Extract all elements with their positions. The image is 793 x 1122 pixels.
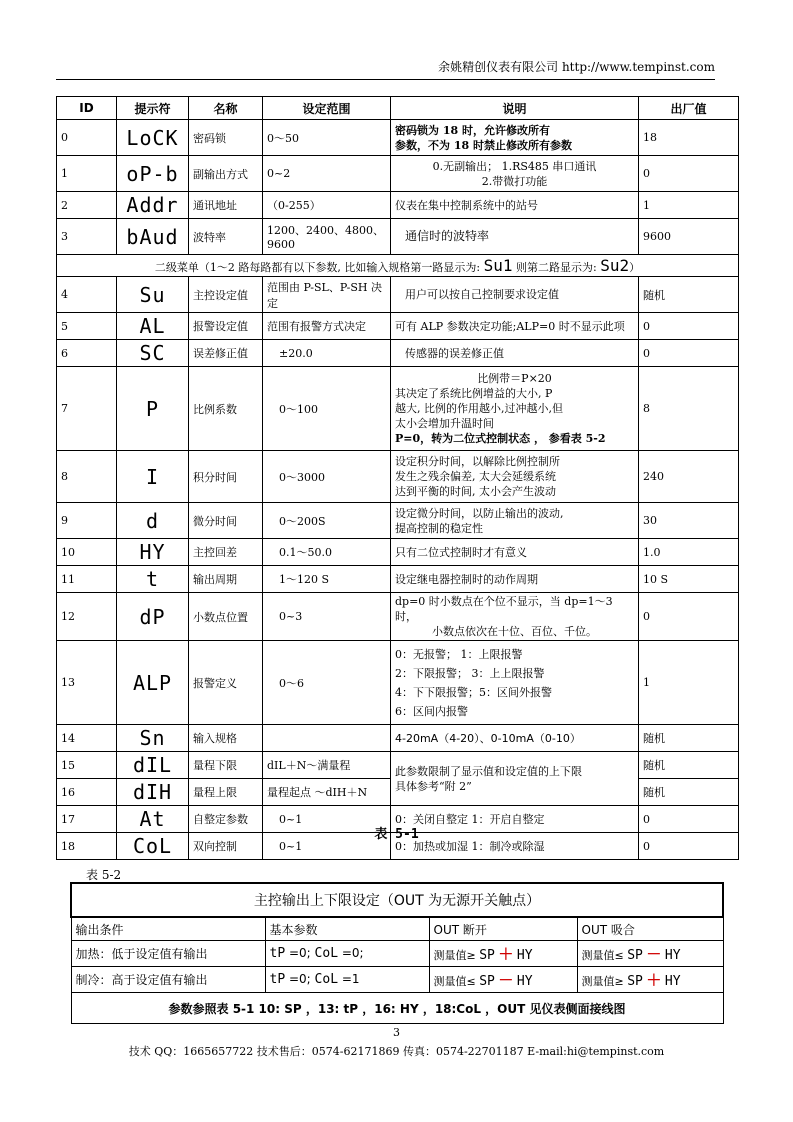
- param-default: 0: [639, 340, 739, 367]
- table-row: [57, 156, 739, 192]
- param-default: 0: [639, 833, 739, 860]
- param-symbol: bAud: [117, 219, 189, 255]
- submenu-text: 二级菜单（1～2 路每路都有以下参数, 比如输入规格第一路显示为:: [154, 261, 481, 274]
- param-id: 1: [57, 156, 117, 192]
- table-row: [57, 340, 739, 367]
- page-footer: 技术 QQ：1665657722 技术售后：0574-62171869 传真：0574-22701187 E-mail:hi@tempinst.com: [128, 1045, 665, 1058]
- param-desc: 此参数限制了显示值和设定值的上下限 具体参考“附 2”: [391, 752, 639, 806]
- param-range: 0～100: [263, 367, 391, 451]
- out-off-cell: 测量值≤ SP － HY: [429, 967, 577, 993]
- table2-label: 表 5-2: [86, 868, 122, 882]
- param-name: 主控回差: [189, 539, 263, 566]
- table-row: [57, 503, 739, 539]
- param-id: 11: [57, 566, 117, 593]
- param-name: 密码锁: [189, 120, 263, 156]
- param-desc: 比例带＝P×20 其决定了系统比例增益的大小, P 越大, 比例的作用越小,过冲越小,但 太小会增加升温时间 P=0，转为二位式控制状态 ， 参看表 5-2: [391, 367, 639, 451]
- param-name: 主控设定值: [189, 277, 263, 313]
- param-desc: dp=0 时小数点在个位不显示，当 dp=1～3 时， 小数点依次在十位、百位、千位。: [391, 593, 639, 641]
- param-default: 随机: [639, 752, 739, 779]
- param-symbol: oP-b: [117, 156, 189, 192]
- param-name: 报警定义: [189, 641, 263, 725]
- table-row: [57, 277, 739, 313]
- param-range: [263, 725, 391, 752]
- col-header: 说明: [391, 97, 639, 120]
- param-default: 随机: [639, 779, 739, 806]
- param-id: 6: [57, 340, 117, 367]
- param-default: 30: [639, 503, 739, 539]
- param-id: 18: [57, 833, 117, 860]
- out-on-cell: 测量值≤ SP － HY: [577, 941, 723, 967]
- param-default: 0: [639, 593, 739, 641]
- table-header-row: [57, 97, 739, 120]
- table-row: [57, 367, 739, 451]
- param-symbol: dIH: [117, 779, 189, 806]
- col-header: 名称: [189, 97, 263, 120]
- param-range: 0～3000: [263, 451, 391, 503]
- out-off-cell: 测量值≥ SP ＋ HY: [429, 941, 577, 967]
- param-symbol: AL: [117, 313, 189, 340]
- param-desc: 通信时的波特率: [391, 219, 639, 255]
- param-id: 8: [57, 451, 117, 503]
- param-name: 双向控制: [189, 833, 263, 860]
- param-desc: 0：加热或加湿 1：制冷或除湿: [391, 833, 639, 860]
- submenu-mid: 则第二路显示为:: [515, 261, 597, 274]
- param-desc: 0：关闭自整定 1：开启自整定: [391, 806, 639, 833]
- table-row: [57, 313, 739, 340]
- col-header: ID: [57, 97, 117, 120]
- param-id: 12: [57, 593, 117, 641]
- param-range: 0~2: [263, 156, 391, 192]
- param-range: 0~1: [263, 806, 391, 833]
- page-number: 3: [393, 1026, 400, 1039]
- param-range: 范围由 P-SL、P-SH 决定: [263, 277, 391, 313]
- param-range: 范围有报警方式决定: [263, 313, 391, 340]
- table-row: [71, 941, 723, 967]
- param-range: 0~1: [263, 833, 391, 860]
- out-on-cell: 测量值≥ SP ＋ HY: [577, 967, 723, 993]
- param-range: 0.1～50.0: [263, 539, 391, 566]
- param-symbol: d: [117, 503, 189, 539]
- param-default: 10 S: [639, 566, 739, 593]
- param-desc: 只有二位式控制时才有意义: [391, 539, 639, 566]
- col-header: 提示符: [117, 97, 189, 120]
- param-default: 0: [639, 156, 739, 192]
- param-symbol: t: [117, 566, 189, 593]
- table-row: [57, 451, 739, 503]
- col-header: OUT 吸合: [577, 917, 723, 941]
- param-range: ±20.0: [263, 340, 391, 367]
- param-id: 15: [57, 752, 117, 779]
- param-id: 5: [57, 313, 117, 340]
- param-range: （0-255）: [263, 192, 391, 219]
- param-name: 误差修正值: [189, 340, 263, 367]
- param-default: 0: [639, 313, 739, 340]
- param-name: 量程下限: [189, 752, 263, 779]
- table-row: [57, 641, 739, 725]
- param-desc: 设定积分时间，以解除比例控制所 发生之残余偏差, 太大会延缓系统 达到平衡的时间, 太小会产生波动: [391, 451, 639, 503]
- param-id: 13: [57, 641, 117, 725]
- col-header: 基本参数: [265, 917, 429, 941]
- param-desc: 密码锁为 18 时，允许修改所有 参数，不为 18 时禁止修改所有参数: [391, 120, 639, 156]
- parameter-table: [56, 96, 739, 860]
- table2-title: 主控输出上下限设定（OUT 为无源开关触点）: [71, 883, 723, 917]
- param-name: 量程上限: [189, 779, 263, 806]
- col-header: 输出条件: [71, 917, 265, 941]
- param-symbol: Addr: [117, 192, 189, 219]
- param-name: 通讯地址: [189, 192, 263, 219]
- col-header: 出厂值: [639, 97, 739, 120]
- param-default: 240: [639, 451, 739, 503]
- params-cell: tP =0; CoL =1: [265, 967, 429, 993]
- param-id: 9: [57, 503, 117, 539]
- table-row: [57, 566, 739, 593]
- col-header: OUT 断开: [429, 917, 577, 941]
- param-name: 副输出方式: [189, 156, 263, 192]
- param-default: 9600: [639, 219, 739, 255]
- param-default: 随机: [639, 277, 739, 313]
- table-row: [57, 219, 739, 255]
- param-default: 18: [639, 120, 739, 156]
- param-id: 0: [57, 120, 117, 156]
- param-desc: 传感器的误差修正值: [391, 340, 639, 367]
- param-default: 随机: [639, 725, 739, 752]
- param-default: 8: [639, 367, 739, 451]
- param-desc: 设定微分时间，以防止输出的波动, 提高控制的稳定性: [391, 503, 639, 539]
- table-row: [57, 725, 739, 752]
- param-id: 2: [57, 192, 117, 219]
- param-range: dIL＋N～满量程: [263, 752, 391, 779]
- output-limit-table: [70, 882, 724, 1024]
- params-cell: tP =0; CoL =0;: [265, 941, 429, 967]
- param-name: 积分时间: [189, 451, 263, 503]
- param-id: 14: [57, 725, 117, 752]
- param-symbol: I: [117, 451, 189, 503]
- param-symbol: CoL: [117, 833, 189, 860]
- param-desc: 设定继电器控制时的动作周期: [391, 566, 639, 593]
- table1-caption: 表 5-1: [374, 827, 419, 842]
- param-desc: 可有 ALP 参数决定功能;ALP=0 时不显示此项: [391, 313, 639, 340]
- param-name: 比例系数: [189, 367, 263, 451]
- param-default: 1: [639, 192, 739, 219]
- param-name: 报警设定值: [189, 313, 263, 340]
- param-id: 10: [57, 539, 117, 566]
- param-name: 自整定参数: [189, 806, 263, 833]
- submenu-seg1: Su1: [483, 256, 513, 275]
- table-row: [57, 752, 739, 779]
- param-name: 波特率: [189, 219, 263, 255]
- param-name: 小数点位置: [189, 593, 263, 641]
- param-name: 输入规格: [189, 725, 263, 752]
- table2-header-row: [71, 917, 723, 941]
- submenu-end: ）: [629, 261, 641, 274]
- condition-cell: 加热：低于设定值有输出: [71, 941, 265, 967]
- param-range: 1200、2400、4800、9600: [263, 219, 391, 255]
- param-symbol: ALP: [117, 641, 189, 725]
- param-range: 0~3: [263, 593, 391, 641]
- param-default: 0: [639, 806, 739, 833]
- param-default: 1.0: [639, 539, 739, 566]
- param-symbol: HY: [117, 539, 189, 566]
- param-desc: 0.无副输出； 1.RS485 串口通讯 2.带微打功能: [391, 156, 639, 192]
- param-symbol: P: [117, 367, 189, 451]
- param-name: 微分时间: [189, 503, 263, 539]
- param-desc: 0：无报警； 1：上限报警 2：下限报警； 3：上上限报警 4：下下限报警；5：区间外报警 6：区间内报警: [391, 641, 639, 725]
- param-symbol: SC: [117, 340, 189, 367]
- param-range: 1～120 S: [263, 566, 391, 593]
- param-symbol: LoCK: [117, 120, 189, 156]
- table-row: [57, 192, 739, 219]
- param-symbol: Su: [117, 277, 189, 313]
- param-desc: 4-20mA（4-20）、0-10mA（0-10）: [391, 725, 639, 752]
- param-symbol: Sn: [117, 725, 189, 752]
- condition-cell: 制冷：高于设定值有输出: [71, 967, 265, 993]
- param-symbol: dIL: [117, 752, 189, 779]
- table-row: [57, 120, 739, 156]
- param-name: 输出周期: [189, 566, 263, 593]
- table2-footer: 参数参照表 5-1 10: SP ，13: tP ，16: HY ，18:CoL ，OUT 见仪表侧面接线图: [71, 993, 723, 1024]
- param-id: 3: [57, 219, 117, 255]
- param-id: 17: [57, 806, 117, 833]
- page-header: 余姚精创仪表有限公司 http://www.tempinst.com: [56, 58, 715, 80]
- param-symbol: At: [117, 806, 189, 833]
- param-id: 7: [57, 367, 117, 451]
- param-id: 16: [57, 779, 117, 806]
- param-range: 0～200S: [263, 503, 391, 539]
- param-default: 1: [639, 641, 739, 725]
- param-range: 0～50: [263, 120, 391, 156]
- table-row: [57, 539, 739, 566]
- submenu-seg2: Su2: [600, 256, 630, 275]
- param-desc: 用户可以按自己控制要求设定值: [391, 277, 639, 313]
- param-symbol: dP: [117, 593, 189, 641]
- submenu-row: [57, 255, 739, 277]
- table-row: [71, 967, 723, 993]
- param-range: 量程起点 ～dIH＋N: [263, 779, 391, 806]
- param-desc: 仪表在集中控制系统中的站号: [391, 192, 639, 219]
- table-row: [57, 593, 739, 641]
- col-header: 设定范围: [263, 97, 391, 120]
- param-id: 4: [57, 277, 117, 313]
- param-range: 0～6: [263, 641, 391, 725]
